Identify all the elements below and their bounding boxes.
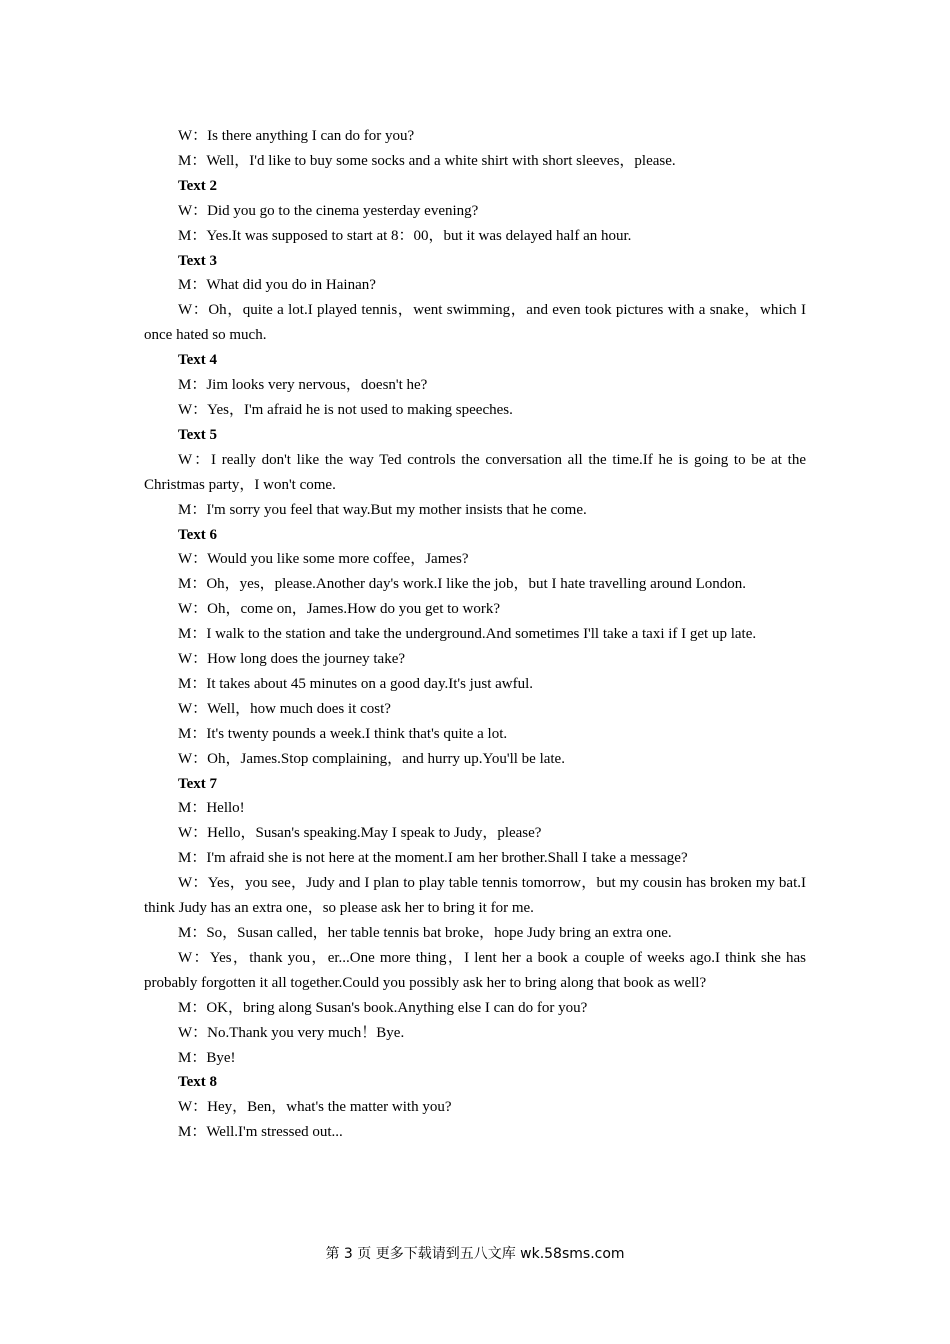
dialogue-line: M：Jim looks very nervous，doesn't he? [178,377,428,394]
dialogue-line: W：Oh，James.Stop complaining，and hurry up.You'll be late. [178,750,565,767]
section-heading: Text 6 [178,526,218,543]
section-heading: Text 8 [178,1074,218,1091]
dialogue-line: W：Yes，thank you，er...One more thing，I lent her a book a couple of weeks ago.I think she has probably forgotten it all together.Could you possibly ask her to bring along that book as well? [144,949,806,991]
document-body [144,124,806,1145]
dialogue-line: W：Oh，quite a lot.I played tennis，went swimming，and even took pictures with a snake，which I once hated so much. [144,302,806,344]
dialogue-line: M：Well，I'd like to buy some socks and a white shirt with short sleeves，please. [178,152,676,169]
dialogue-line: M：It takes about 45 minutes on a good day.It's just awful. [178,675,534,692]
dialogue-line: W：Yes，you see，Judy and I plan to play table tennis tomorrow，but my cousin has broken my bat.I think Judy has an extra one，so please ask her to bring it for me. [144,875,806,917]
dialogue-line: W：Did you go to the cinema yesterday evening? [178,202,479,219]
page-footer: 第 3 页 更多下载请到五八文库 wk.58sms.com [325,1246,625,1262]
dialogue-line: W：No.Thank you very much！Bye. [178,1024,405,1041]
dialogue-line: M：Oh，yes，please.Another day's work.I like the job，but I hate travelling around London. [178,576,746,593]
dialogue-line: W：Well，how much does it cost? [178,700,391,717]
dialogue-line: M：Yes.It was supposed to start at 8：00，but it was delayed half an hour. [178,227,632,244]
dialogue-line: M：Well.I'm stressed out... [178,1124,343,1141]
dialogue-line: W：I really don't like the way Ted controls the conversation all the time.If he is going to be at the Christmas party，I won't come. [144,451,806,493]
dialogue-line: W：How long does the journey take? [178,651,406,668]
dialogue-line: M：I'm sorry you feel that way.But my mother insists that he come. [178,501,587,518]
section-heading: Text 3 [178,252,218,269]
dialogue-line: W：Hey，Ben，what's the matter with you? [178,1099,452,1116]
section-heading: Text 5 [178,426,218,443]
dialogue-line: M：OK，bring along Susan's book.Anything else I can do for you? [178,999,588,1016]
section-heading: Text 7 [178,775,218,792]
dialogue-line: M：I'm afraid she is not here at the moment.I am her brother.Shall I take a message? [178,850,688,867]
dialogue-line: M：It's twenty pounds a week.I think that's quite a lot. [178,725,508,742]
section-heading: Text 4 [178,352,218,369]
dialogue-line: M：So，Susan called，her table tennis bat broke，hope Judy bring an extra one. [178,925,672,941]
dialogue-line: M：Hello! [178,800,245,817]
dialogue-line: W：Would you like some more coffee，James? [178,551,469,568]
dialogue-line: W：Oh，come on，James.How do you get to work? [178,601,501,618]
dialogue-line: M：Bye! [178,1049,236,1066]
dialogue-line: W：Hello，Susan's speaking.May I speak to Judy，please? [178,825,542,842]
dialogue-line: M：I walk to the station and take the underground.And sometimes I'll take a taxi if I get up late. [178,626,757,643]
section-heading: Text 2 [178,177,218,194]
dialogue-line: W：Is there anything I can do for you? [178,128,415,144]
dialogue-line: W：Yes，I'm afraid he is not used to making speeches. [178,401,513,418]
dialogue-line: M：What did you do in Hainan? [178,277,376,294]
